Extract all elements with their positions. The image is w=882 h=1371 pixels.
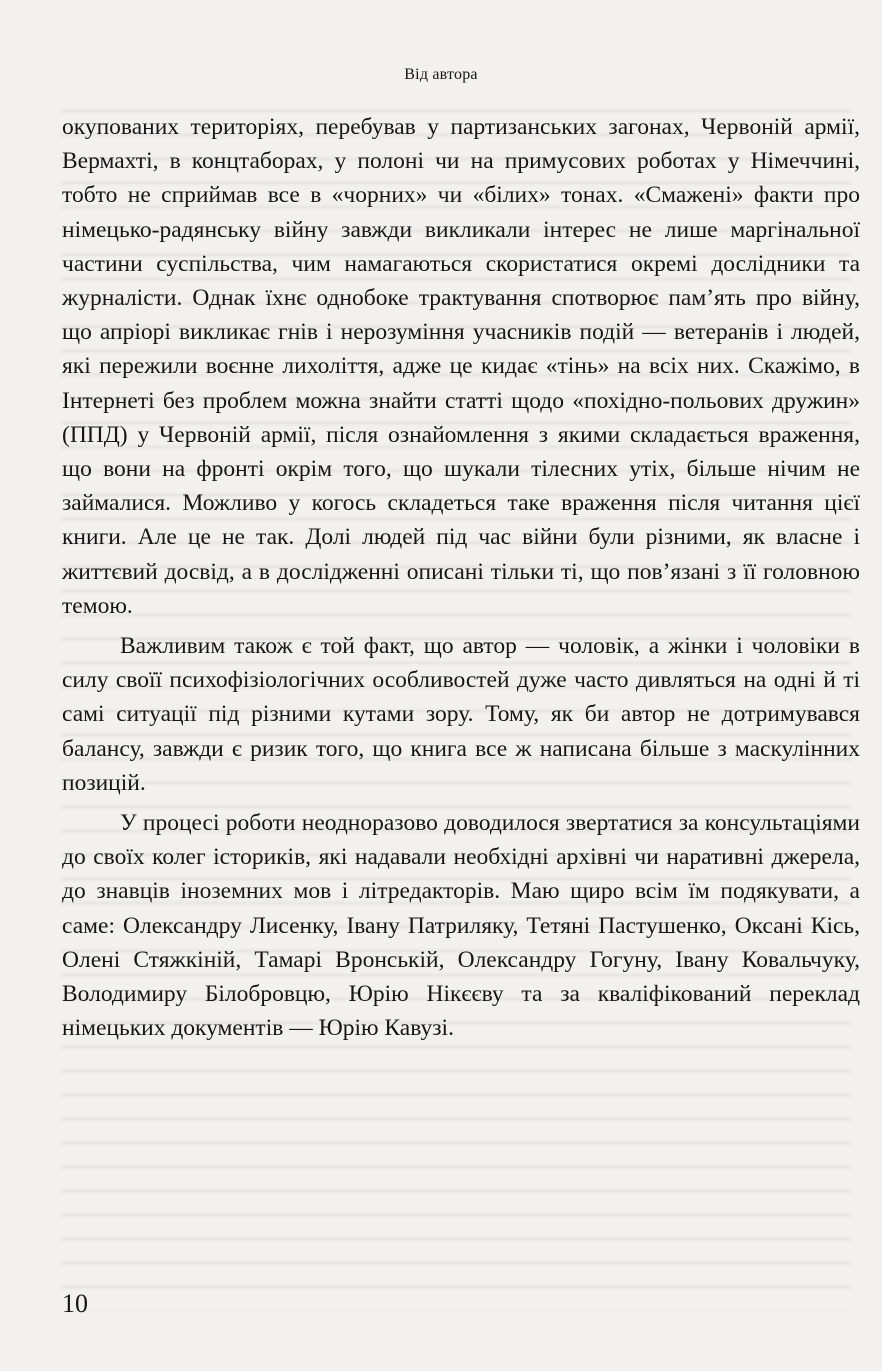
running-head: Від автора (404, 66, 478, 83)
page-number: 10 (62, 1289, 88, 1318)
body-text (62, 110, 860, 1045)
paragraph-author-gender: Важливим також є той факт, що автор — чоловік, а жінки і чоловіки в силу своїї психофізіологічних особливостей дуже часто дивляться на одні й ті самі ситуації під різними кутами зору. Тому, як би автор не дотримувався балансу, завжди є ризик того, що книга все ж написана більше з маскулінних позицій. (62, 633, 860, 796)
paragraph-acknowledgements: У процесі роботи неодноразово доводилося звертатися за консультаціями до своїх колег істориків, які надавали необхідні архівні чи наративні джерела, до знавців іноземних мов і літредакторів. Маю щиро всім їм подякувати, а саме: Олександру Лисенку, Івану Патриляку, Тетяні Пастушенко, Оксані Кісь, Олені Стяжкіній, Тамарі Вронській, Олександру Гогуну, Івану Ковальчуку, Володимиру Білобровцю, Юрію Нікєєву та за кваліфікований переклад німецьких документів — Юрію Кавузі. (62, 810, 860, 1042)
paragraph-continuation: окупованих територіях, перебував у партизанських загонах, Червоній армії, Вермахті, в концтаборах, у полоні чи на примусових роботах у Німеччині, тобто не сприймав все в «чорних» чи «білих» тонах. «Смажені» факти про німецько-радянську війну завжди викликали інтерес не лише маргінальної частини суспільства, чим намагаються скористатися окремі дослідники та журналісти. Однак їхнє однобоке трактування спотворює пам’ять про війну, що апріорі викликає гнів і нерозуміння учасників подій — ветеранів і людей, які пережили воєнне лихоліття, адже це кидає «тінь» на всіх них. Скажімо, в Інтернеті без проблем можна знайти статті щодо «похідно-польових дружин» (ППД) у Червоній армії, після ознайомлення з якими складається враження, що вони на фронті окрім того, що шукали тілесних утіх, більше нічим не займалися. Можливо у когось складеться таке враження після читання цієї книги. Але це не так. Долі людей під час війни були різними, як власне і життєвий досвід, а в дослідженні описані тільки ті, що пов’язані з її головною темою. (62, 114, 860, 619)
